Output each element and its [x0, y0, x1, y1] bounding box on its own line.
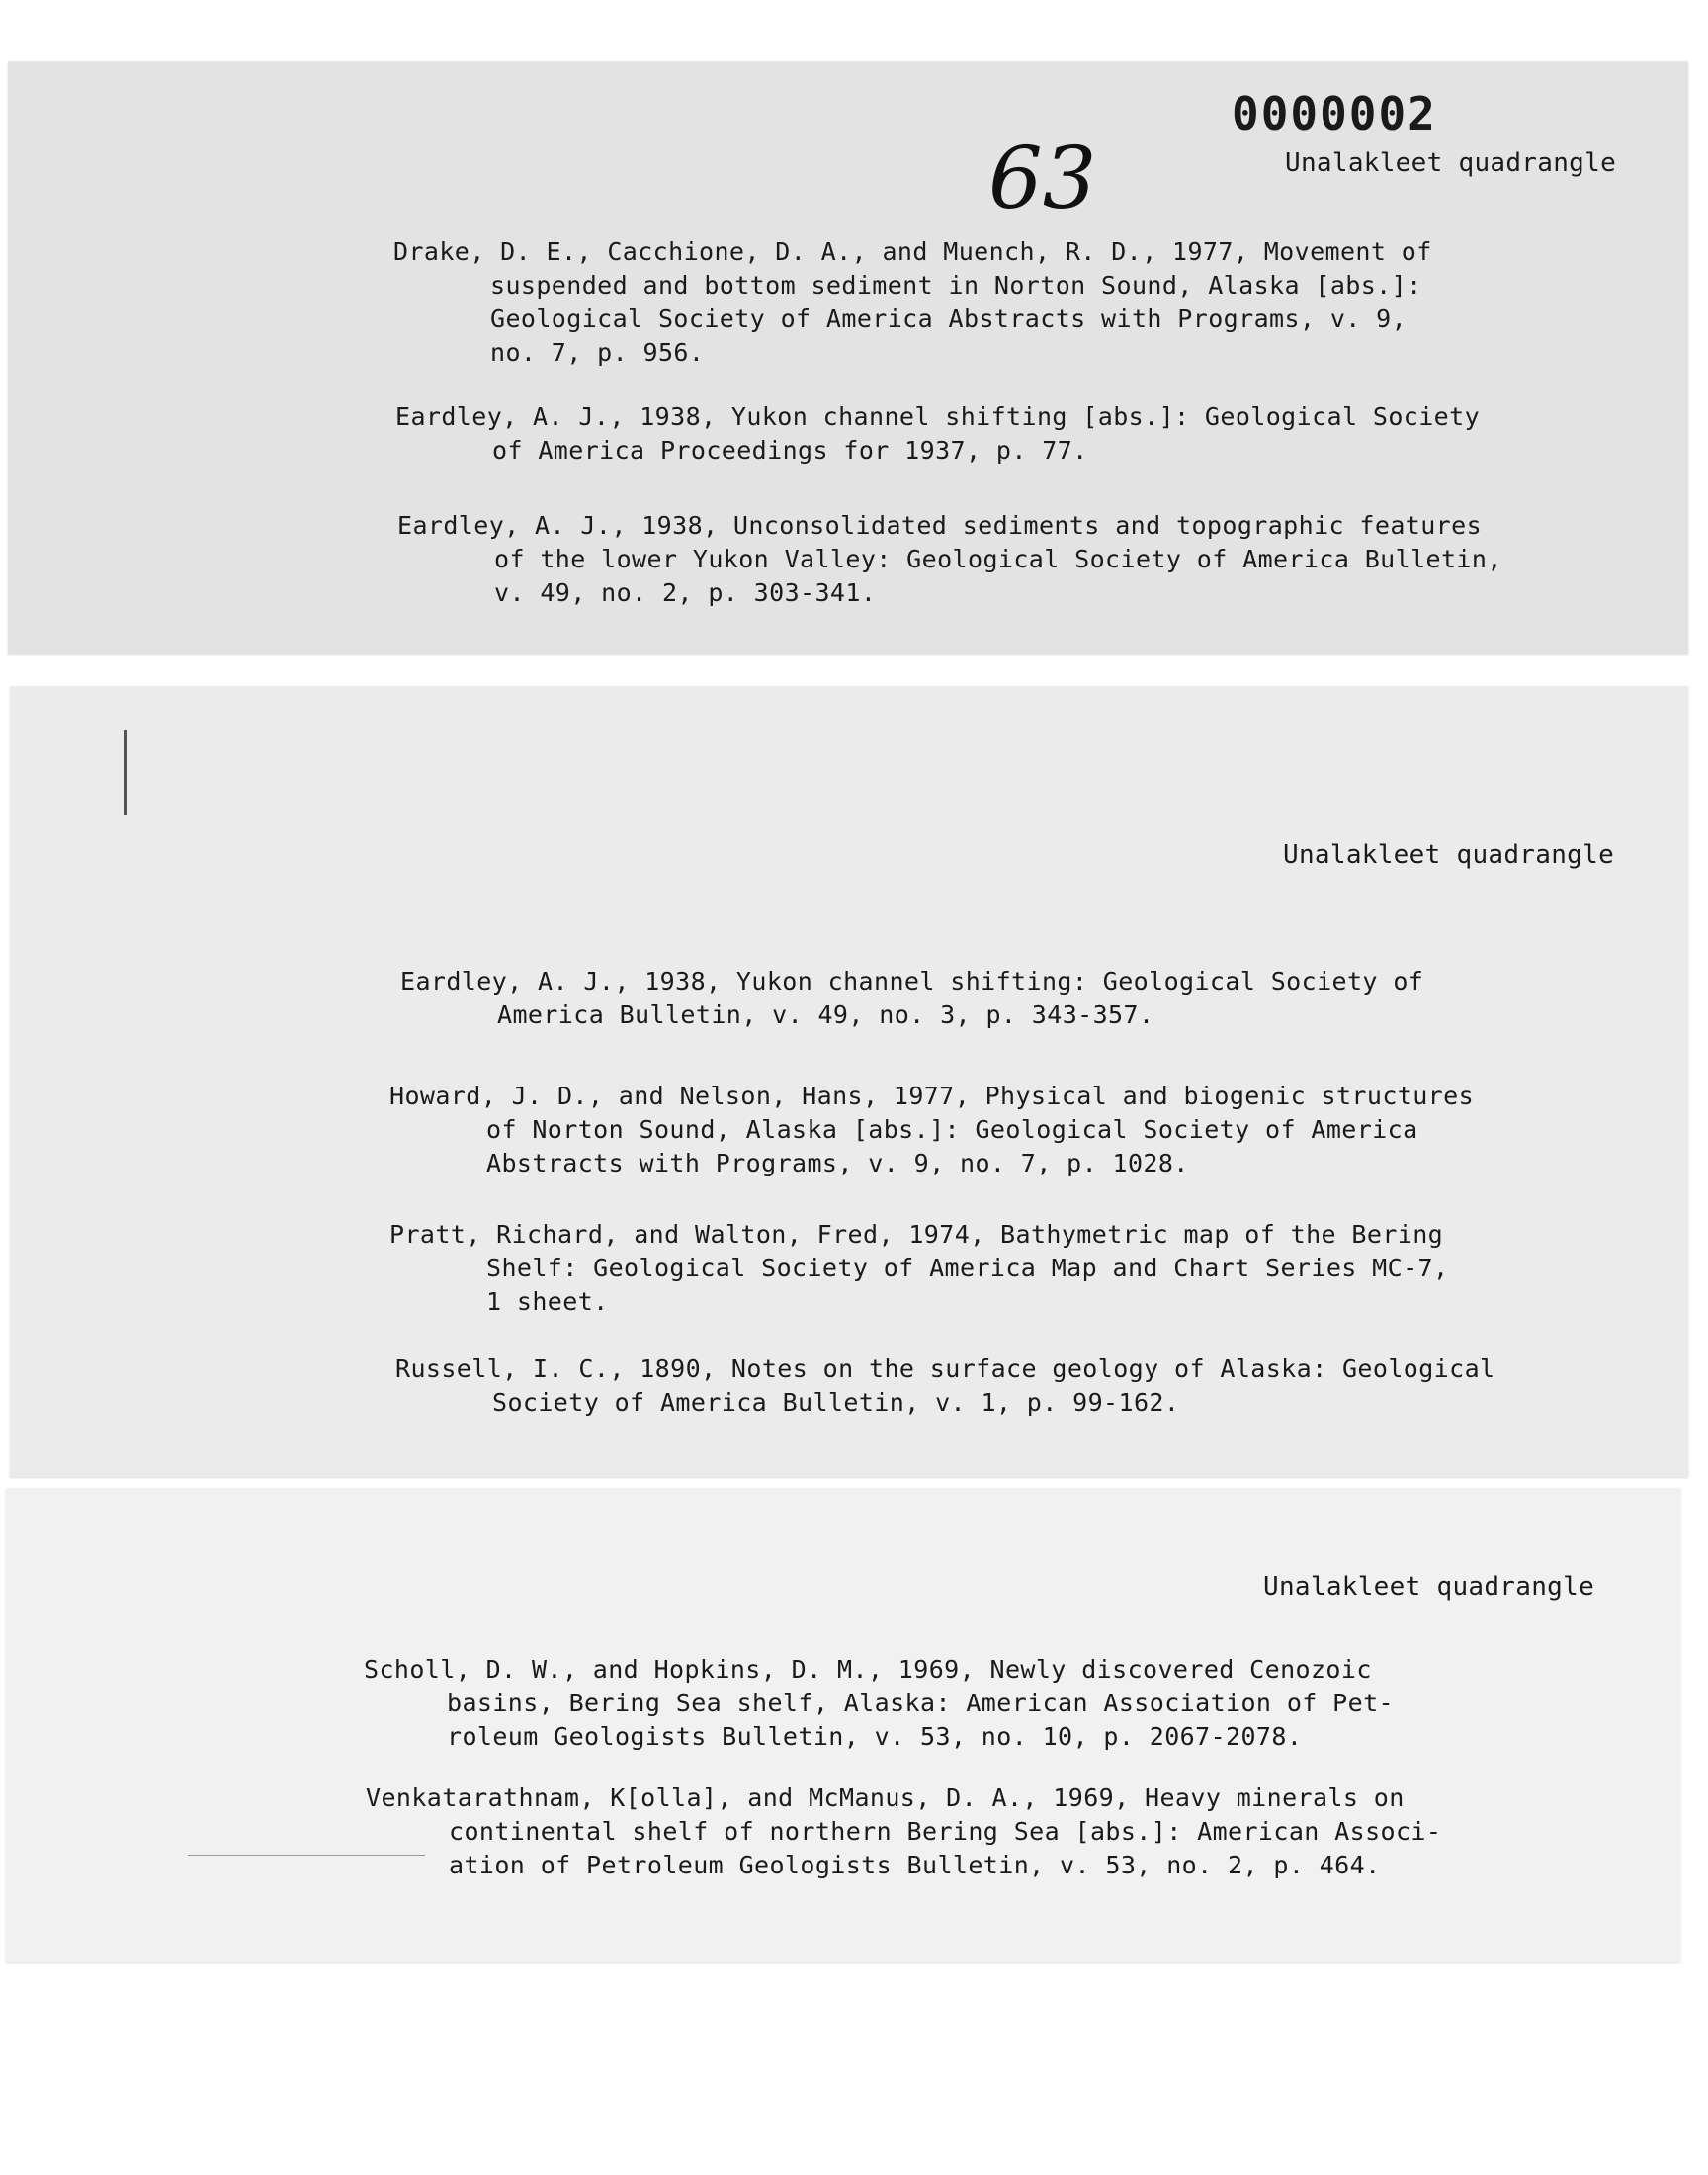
reference-entry	[389, 1080, 1474, 1180]
reference-entry	[393, 235, 1432, 370]
entry-first-line: Eardley, A. J., 1938, Yukon channel shifting: Geological Society of	[400, 967, 1424, 996]
document-number: 0000002	[1232, 87, 1437, 140]
quadrangle-label: Unalakleet quadrangle	[1283, 840, 1615, 870]
entry-first-line: Eardley, A. J., 1938, Unconsolidated sediments and topographic features	[397, 511, 1483, 540]
handwritten-number	[988, 119, 1137, 227]
reference-entry	[366, 1782, 1441, 1882]
margin-rule	[188, 1855, 425, 1856]
entry-continuation: of the lower Yukon Valley: Geological Society of America Bulletin, v. 49, no. 2, p. 303-341.	[494, 545, 1502, 607]
entry-continuation: of Norton Sound, Alaska [abs.]: Geological Society of America Abstracts with Programs, v. 9, no. 7, p. 1028.	[486, 1115, 1418, 1177]
reference-entry	[395, 1352, 1495, 1420]
entry-continuation: basins, Bering Sea shelf, Alaska: American Association of Pet- roleum Geologists Bulletin, v. 53, no. 10, p. 2067-2078.	[447, 1689, 1394, 1751]
entry-first-line: Russell, I. C., 1890, Notes on the surface geology of Alaska: Geological	[395, 1354, 1495, 1383]
reference-entry	[397, 509, 1502, 610]
entry-continuation: continental shelf of northern Bering Sea [abs.]: American Associ- ation of Petroleum Geologists Bulletin, v. 53, no. 2, p. 464.	[449, 1817, 1442, 1879]
quadrangle-label: Unalakleet quadrangle	[1285, 148, 1617, 178]
reference-entry	[364, 1653, 1394, 1754]
margin-mark	[124, 730, 127, 815]
entry-continuation: suspended and bottom sediment in Norton Sound, Alaska [abs.]: Geological Society of America Abstracts with Programs, v. 9, no. 7, p. 956.	[490, 271, 1422, 367]
entry-first-line: Pratt, Richard, and Walton, Fred, 1974, Bathymetric map of the Bering	[389, 1220, 1444, 1249]
entry-first-line: Howard, J. D., and Nelson, Hans, 1977, Physical and biogenic structures	[389, 1082, 1475, 1110]
entry-first-line: Venkatarathnam, K[olla], and McManus, D. A., 1969, Heavy minerals on	[366, 1784, 1405, 1812]
reference-entry	[400, 965, 1423, 1032]
entry-first-line: Scholl, D. W., and Hopkins, D. M., 1969, Newly discovered Cenozoic	[364, 1655, 1372, 1684]
svg-text:63: 63	[988, 130, 1097, 227]
entry-continuation: Shelf: Geological Society of America Map and Chart Series MC-7, 1 sheet.	[486, 1254, 1449, 1316]
entry-first-line: Eardley, A. J., 1938, Yukon channel shifting [abs.]: Geological Society	[395, 402, 1481, 431]
entry-continuation: of America Proceedings for 1937, p. 77.	[492, 436, 1088, 465]
entry-first-line: Drake, D. E., Cacchione, D. A., and Muench, R. D., 1977, Movement of	[393, 237, 1432, 266]
entry-continuation: America Bulletin, v. 49, no. 3, p. 343-357.	[497, 1000, 1154, 1029]
reference-entry	[395, 400, 1480, 468]
quadrangle-label: Unalakleet quadrangle	[1263, 1572, 1595, 1602]
entry-continuation: Society of America Bulletin, v. 1, p. 99-162.	[492, 1388, 1180, 1417]
reference-entry	[389, 1218, 1448, 1319]
